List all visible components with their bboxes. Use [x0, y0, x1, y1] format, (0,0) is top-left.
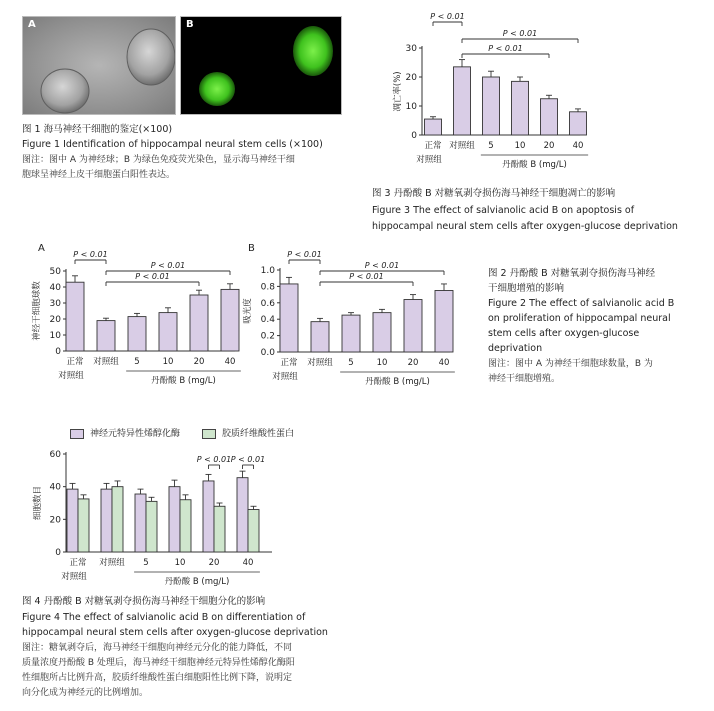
bar-glial	[180, 500, 191, 552]
legend-swatch-green	[202, 429, 216, 439]
bar-neuron	[169, 487, 180, 552]
fig1-panel-a-label: A	[28, 19, 36, 30]
bar	[404, 300, 422, 352]
y-tick-label: 0.6	[260, 298, 275, 309]
neurosphere-brightfield-photo	[22, 16, 176, 115]
y-tick-label: 10	[405, 102, 417, 112]
x-tick-label: 对照组	[61, 572, 87, 582]
bar-glial	[146, 501, 157, 552]
bar	[454, 67, 471, 135]
bar	[342, 315, 360, 352]
x-tick-label: 对照组	[416, 155, 442, 165]
fig2b-absorbance-chart	[232, 248, 457, 408]
x-tick-label: 10	[174, 558, 186, 568]
fig1-title-cn: 图 1 海马神经干细胞的鉴定(×100)	[22, 124, 173, 135]
bar	[97, 321, 115, 351]
fig4-note-line1: 图注：糖氧剥夺后，海马神经干细胞向神经元分化的能力降低，不同	[22, 643, 293, 653]
x-tick-label: 40	[224, 357, 236, 367]
significance-label: P < 0.01	[349, 272, 384, 281]
fluorescent-sphere-upper	[293, 26, 333, 76]
bar	[128, 317, 146, 351]
y-tick-label: 0.8	[260, 282, 275, 293]
y-tick-label: 0.4	[260, 315, 275, 326]
legend-label-glial: 胶质纤维酸性蛋白	[222, 429, 295, 439]
x-axis-label: 丹酚酸 B (mg/L)	[164, 577, 230, 587]
y-tick-label: 0	[411, 131, 417, 141]
x-tick-label: 10	[376, 358, 388, 368]
x-tick-label: 5	[143, 558, 149, 568]
fig4-title-cn: 图 4 丹酚酸 B 对糖氧剥夺损伤海马神经干细胞分化的影响	[22, 596, 266, 607]
y-tick-label: 40	[49, 482, 61, 493]
x-tick-label: 20	[407, 358, 419, 368]
fig2-title-en-line3: stem cells after oxygen-glucose	[488, 328, 640, 339]
bar-neuron	[67, 489, 78, 552]
y-tick-label: 40	[49, 283, 61, 293]
y-tick-label: 30	[49, 299, 61, 309]
y-tick-label: 0	[55, 548, 61, 558]
significance-label: P < 0.01	[230, 455, 266, 464]
y-tick-label: 0.2	[260, 331, 275, 342]
fluorescence-shapes	[181, 17, 341, 114]
bar	[373, 313, 391, 352]
fig4-note-line3: 性细胞所占比例升高，胶质纤维酸性蛋白细胞阳性比例下降，说明定	[22, 673, 293, 683]
bar	[280, 284, 298, 352]
x-tick-label: 40	[572, 141, 584, 151]
y-axis-label: 吸光度	[243, 298, 253, 324]
x-tick-label: 40	[438, 358, 450, 368]
fig4-title-en-line1: Figure 4 The effect of salvianolic acid B on differentiation of	[22, 612, 306, 623]
fig4-title-en-line2: hippocampal neural stem cells after oxygen-glucose deprivation	[22, 627, 328, 638]
fig2-panel-a-label: A	[38, 243, 45, 254]
x-tick-label: 正常	[280, 358, 298, 368]
fig2-title-en-line1: Figure 2 The effect of salvianolic acid B	[488, 298, 675, 309]
x-tick-label: 40	[242, 558, 254, 568]
significance-label: P < 0.01	[488, 44, 523, 53]
fig3-title-en-line1: Figure 3 The effect of salvianolic acid B on apoptosis of	[372, 205, 635, 216]
fig1-note-line1: 图注：图中 A 为神经球；B 为绿色免疫荧光染色，显示海马神经干细	[22, 155, 295, 165]
bar	[311, 322, 329, 352]
fig4-differentiation-chart	[22, 444, 292, 589]
fig2-title-cn-line2: 干细胞增殖的影响	[488, 283, 565, 294]
fig3-apoptosis-chart	[390, 10, 590, 180]
bar	[512, 81, 529, 135]
significance-label: P < 0.01	[287, 250, 322, 259]
x-axis-label: 丹酚酸 B (mg/L)	[365, 377, 430, 387]
bar	[435, 291, 453, 353]
x-tick-label: 10	[162, 357, 174, 367]
fig2a-sphere-count-chart	[22, 248, 242, 408]
bar	[570, 112, 587, 135]
fig2-title-cn-line1: 图 2 丹酚酸 B 对糖氧剥夺损伤海马神经	[488, 268, 656, 279]
x-tick-label: 20	[208, 558, 220, 568]
significance-label: P < 0.01	[73, 250, 108, 259]
bar	[425, 119, 442, 135]
x-tick-label: 10	[514, 141, 526, 151]
x-tick-label: 5	[134, 357, 140, 367]
x-tick-label: 正常	[69, 558, 87, 568]
significance-label: P < 0.01	[502, 29, 538, 38]
bar-neuron	[237, 478, 248, 552]
y-tick-label: 0	[55, 347, 61, 357]
y-axis-label: 凋亡率(%)	[393, 71, 403, 112]
fig1-title-en: Figure 1 Identification of hippocampal neural stem cells (×100)	[22, 139, 323, 150]
bar-glial	[248, 510, 259, 552]
bar	[159, 313, 177, 351]
bar-neuron	[135, 494, 146, 552]
significance-label: P < 0.01	[430, 12, 465, 21]
bar	[483, 77, 500, 135]
significance-label: P < 0.01	[150, 261, 186, 270]
y-tick-label: 1.0	[260, 266, 275, 276]
bar	[541, 99, 558, 135]
fig2-title-en-line4: deprivation	[488, 343, 543, 354]
y-tick-label: 30	[405, 44, 417, 54]
x-tick-label: 5	[488, 141, 494, 151]
significance-label: P < 0.01	[135, 272, 170, 281]
x-tick-label: 对照组	[58, 371, 84, 381]
fig2-note-line2: 神经干细胞增殖。	[488, 374, 561, 384]
x-tick-label: 20	[193, 357, 205, 367]
x-axis-label: 丹酚酸 B (mg/L)	[151, 376, 216, 386]
fig3-title-en-line2: hippocampal neural stem cells after oxygen-glucose deprivation	[372, 221, 678, 232]
fig4-note-line4: 向分化成为神经元的比例增加。	[22, 688, 149, 698]
fig2-title-en-line2: on proliferation of hippocampal neural	[488, 313, 671, 324]
fig4-legend-neuron	[70, 426, 180, 439]
x-tick-label: 对照组	[93, 357, 119, 367]
legend-label-neuron: 神经元特异性烯醇化酶	[90, 429, 181, 439]
fig1-panel-b-label: B	[186, 19, 194, 30]
x-tick-label: 5	[348, 358, 354, 368]
significance-label: P < 0.01	[196, 455, 232, 464]
x-tick-label: 对照组	[272, 372, 298, 382]
fig1-note-line2: 胞球呈神经上皮干细胞蛋白阳性表达。	[22, 170, 176, 180]
bar	[190, 295, 208, 351]
legend-swatch-purple	[70, 429, 84, 439]
bar-glial	[214, 506, 225, 552]
x-axis-label: 丹酚酸 B (mg/L)	[502, 160, 567, 170]
bar-neuron	[101, 489, 112, 552]
neurosphere-shapes	[23, 17, 175, 114]
x-tick-label: 对照组	[99, 558, 125, 568]
y-axis-label: 神经干细胞球数	[32, 281, 42, 341]
y-tick-label: 20	[405, 73, 417, 83]
fig2-panel-b-label: B	[248, 243, 255, 254]
fig4-note-line2: 质量浓度丹酚酸 B 处理后，海马神经干细胞神经元特异性烯醇化酶阳	[22, 658, 295, 668]
neurosphere-left	[41, 69, 89, 113]
y-tick-label: 60	[49, 450, 61, 460]
fig2-note-line1: 图注：图中 A 为神经干细胞球数量，B 为	[488, 359, 653, 369]
neurosphere-right	[127, 29, 175, 85]
x-tick-label: 对照组	[307, 358, 333, 368]
x-tick-label: 正常	[66, 357, 84, 367]
neurosphere-fluorescence-photo	[180, 16, 342, 115]
y-tick-label: 10	[49, 331, 61, 341]
bar-glial	[78, 499, 89, 552]
y-tick-label: 50	[49, 267, 61, 277]
y-tick-label: 0.0	[260, 348, 275, 358]
fig4-legend-glial	[202, 426, 294, 439]
bar-glial	[112, 487, 123, 552]
significance-label: P < 0.01	[364, 261, 400, 270]
x-tick-label: 对照组	[449, 141, 475, 151]
fig3-title-cn: 图 3 丹酚酸 B 对糖氧剥夺损伤海马神经干细胞凋亡的影响	[372, 188, 616, 199]
bar	[66, 282, 84, 351]
y-tick-label: 20	[49, 515, 61, 526]
x-tick-label: 20	[543, 141, 555, 151]
fluorescent-sphere-lower	[199, 72, 235, 106]
bar-neuron	[203, 481, 214, 552]
y-axis-label: 细胞数目	[33, 485, 43, 521]
y-tick-label: 20	[49, 315, 61, 325]
x-tick-label: 正常	[424, 141, 442, 151]
